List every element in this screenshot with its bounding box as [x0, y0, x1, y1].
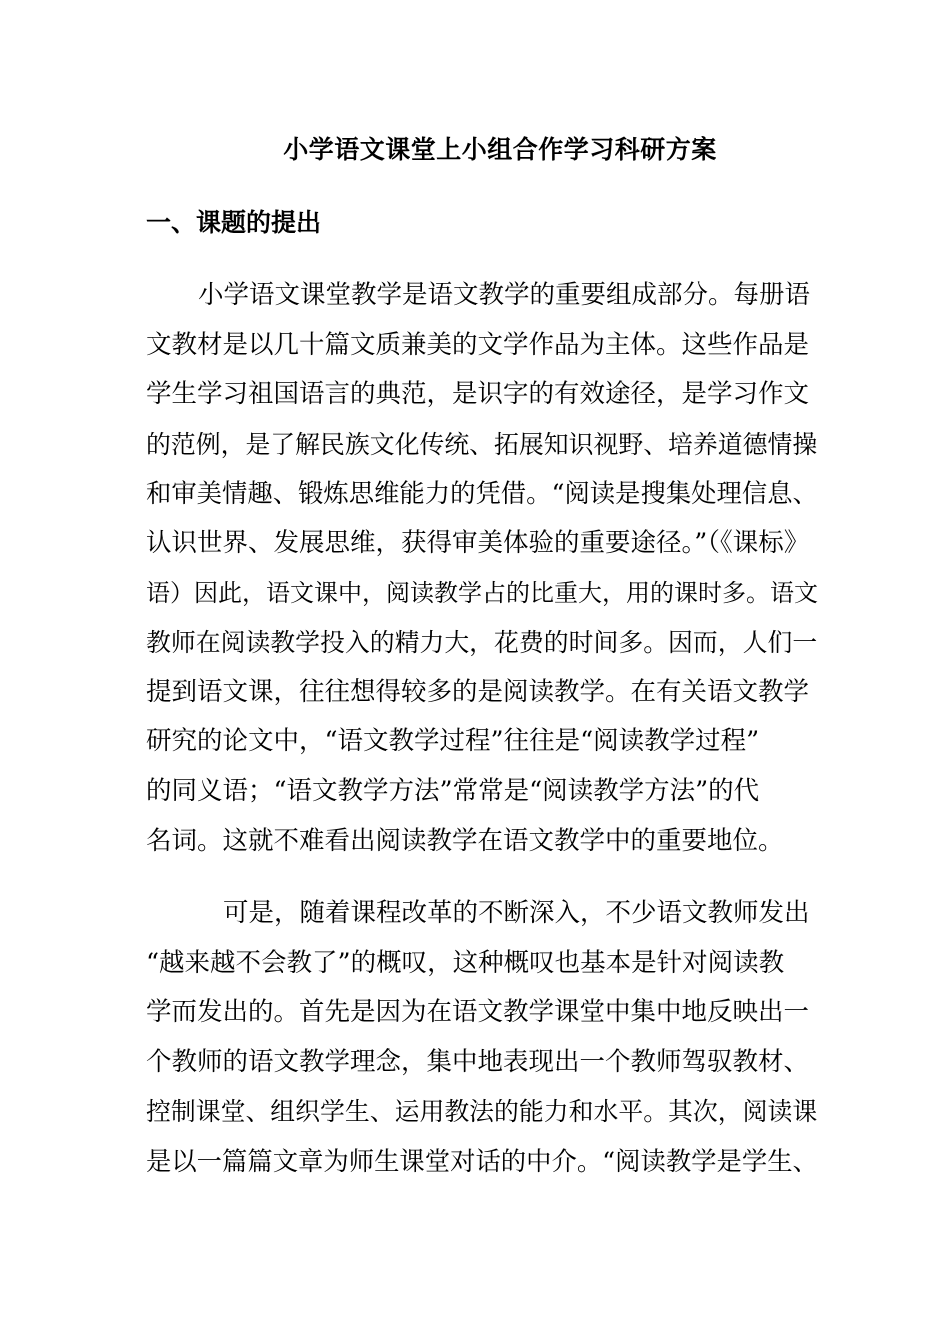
section-heading: 一、课题的提出: [146, 208, 322, 237]
paragraph-line: “越来越不会教了”的概叹，这种概叹也基本是针对阅读教: [146, 947, 785, 978]
paragraph-line: 名词。这就不难看出阅读教学在语文教学中的重要地位。: [146, 825, 784, 856]
paragraph-line: 教师在阅读教学投入的精力大，花费的时间多。因而，人们一: [146, 628, 818, 658]
paragraph-line: 和审美情趣、锻炼思维能力的凭借。“阅读是搜集处理信息、: [146, 478, 818, 509]
paragraph-line: 文教材是以几十篇文质兼美的文学作品为主体。这些作品是: [146, 329, 810, 360]
paragraph-line: 是以一篇篇文章为师生课堂对话的中介。“阅读教学是学生、: [146, 1145, 818, 1176]
paragraph-line: 的范例，是了解民族文化传统、拓展知识视野、培养道德情操: [146, 429, 818, 459]
paragraph-line: 语）因此，语文课中，阅读教学占的比重大，用的课时多。语文: [146, 578, 818, 607]
paragraph-line: 小学语文课堂教学是语文教学的重要组成部分。每册语: [198, 280, 811, 310]
paragraph-line: 个教师的语文教学理念，集中地表现出一个教师驾驭教材、: [146, 1046, 810, 1077]
paragraph-line: 认识世界、发展思维，获得审美体验的重要途径。”（《课标》: [146, 527, 810, 558]
paragraph-line: 研究的论文中，“语文教学过程”往往是“阅读教学过程”: [146, 726, 760, 757]
document-title: 小学语文课堂上小组合作学习科研方案: [283, 135, 717, 164]
paragraph-line: 学生学习祖国语言的典范，是识字的有效途径，是学习作文: [146, 379, 810, 410]
paragraph-1: [146, 271, 818, 866]
paragraph-line: 可是，随着课程改革的不断深入，不少语文教师发出: [223, 898, 810, 928]
paragraph-line: 提到语文课，往往想得较多的是阅读教学。在有关语文教学: [146, 676, 810, 707]
paragraph-line: 的同义语；“语文教学方法”常常是“阅读教学方法”的代: [146, 775, 760, 806]
paragraph-line: 学而发出的。首先是因为在语文教学课堂中集中地反映出一: [146, 997, 810, 1028]
paragraph-line: 控制课堂、组织学生、运用教法的能力和水平。其次，阅读课: [146, 1097, 818, 1127]
paragraph-2: [146, 889, 818, 1187]
